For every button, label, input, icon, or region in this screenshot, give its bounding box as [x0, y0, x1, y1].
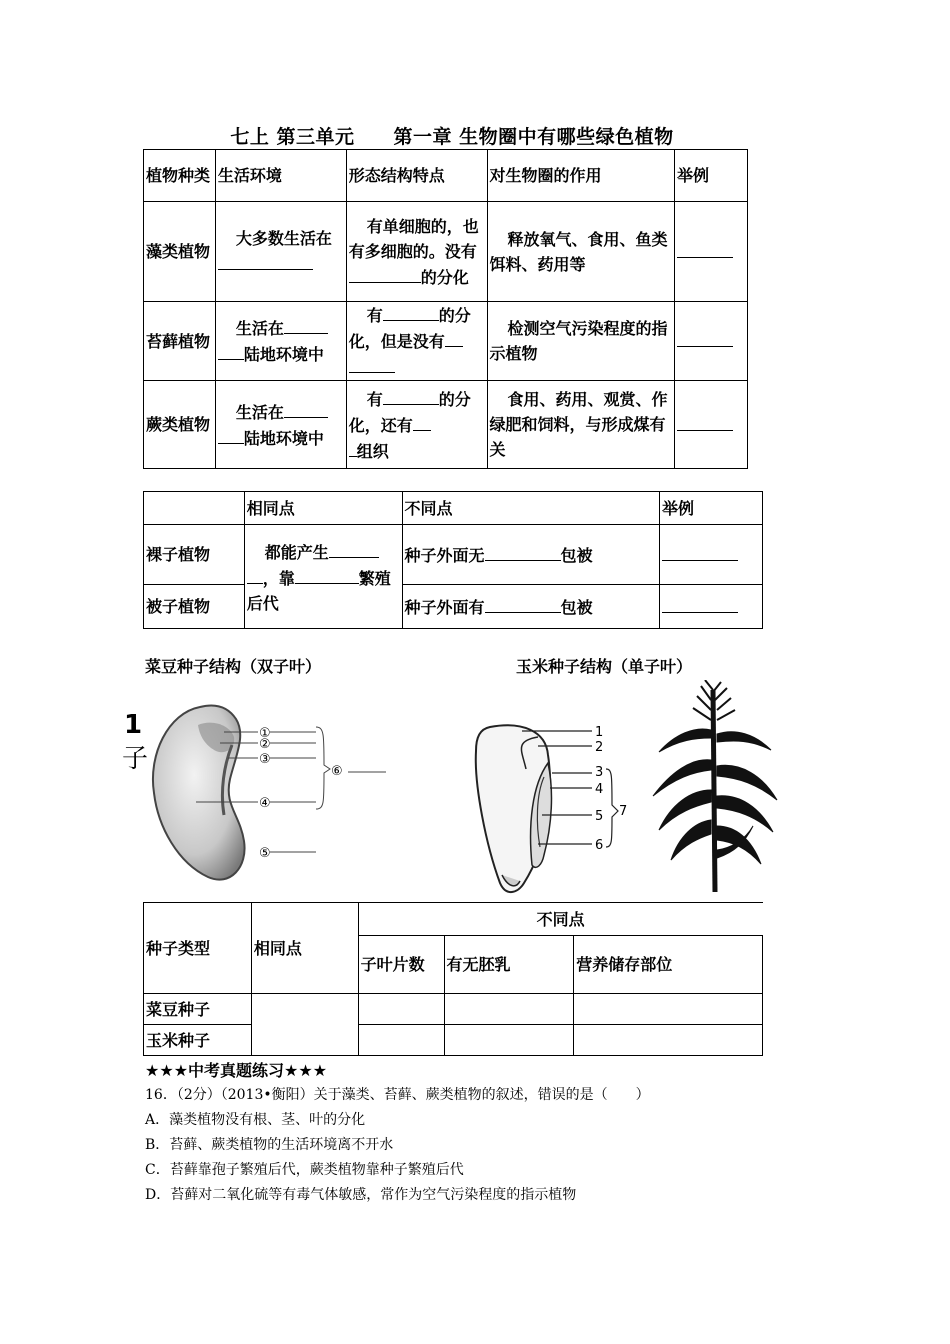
corn-caption: 玉米种子结构（单子叶） — [516, 657, 693, 676]
example-cell — [660, 585, 763, 629]
answer-cell[interactable] — [574, 1025, 763, 1056]
corn-part-label: 3 — [595, 765, 604, 780]
plant-kind: 藻类植物 — [144, 202, 216, 302]
seed-plants-table — [143, 491, 763, 629]
struct-text: 有 — [366, 306, 383, 325]
role-cell — [487, 381, 675, 469]
bean-part-label: ④ — [259, 796, 271, 811]
fill-blank[interactable] — [662, 594, 738, 613]
same-text: 都能产生 — [264, 543, 329, 562]
role-text: 检测空气污染程度的指示植物 — [489, 319, 668, 363]
fill-blank[interactable] — [349, 354, 395, 373]
header-cell: 有无胚乳 — [444, 936, 574, 994]
corn-part-label: 7 — [619, 804, 628, 819]
env-text: 生活在 — [235, 402, 284, 422]
role-text: 释放氧气、食用、鱼类饵料、药用等 — [489, 229, 668, 274]
fill-blank[interactable] — [485, 594, 561, 613]
corn-plant-illustration — [645, 680, 785, 895]
answer-cell[interactable] — [444, 1025, 574, 1056]
plant-kind: 蕨类植物 — [144, 381, 216, 469]
fill-blank[interactable] — [413, 412, 431, 431]
answer-cell[interactable] — [358, 994, 444, 1025]
struct-cell — [346, 302, 487, 381]
bean-part-label: ③ — [259, 752, 271, 767]
bean-part-label: ⑥ — [331, 764, 343, 779]
fill-blank[interactable] — [218, 341, 244, 360]
answer-cell[interactable] — [444, 994, 574, 1025]
header-cell: 举例 — [660, 492, 763, 525]
header-cell: 形态结构特点 — [346, 150, 487, 202]
seed-compare-table — [143, 902, 763, 1056]
bean-caption: 菜豆种子结构（双子叶） — [145, 657, 322, 676]
struct-text: 的分化，还有 — [348, 389, 471, 435]
example-cell — [660, 525, 763, 585]
header-cell: 不同点 — [402, 492, 660, 525]
stray-char: 子 — [122, 744, 149, 774]
example-cell — [675, 381, 748, 469]
fill-blank[interactable] — [349, 438, 357, 457]
option-c[interactable]: C．苔藓靠孢子繁殖后代，蕨类植物靠种子繁殖后代 — [145, 1162, 464, 1178]
header-cell: 生活环境 — [215, 150, 346, 202]
struct-text: 有 — [366, 389, 383, 409]
role-cell — [487, 302, 675, 381]
struct-text: 组织 — [356, 441, 389, 461]
option-b[interactable]: B．苔藓、蕨类植物的生活环境离不开水 — [145, 1137, 394, 1153]
corn-part-label: 4 — [595, 782, 604, 797]
env-text: 大多数生活在 — [235, 229, 332, 248]
header-cell: 举例 — [675, 150, 748, 202]
bean-part-label: ② — [259, 737, 271, 752]
struct-cell — [346, 202, 487, 302]
fill-blank[interactable] — [445, 328, 463, 347]
diff-text: 包被 — [560, 545, 593, 565]
same-cell — [244, 525, 402, 629]
diff-cell — [402, 525, 660, 585]
fill-blank[interactable] — [485, 542, 561, 561]
struct-text: 的分化 — [420, 267, 469, 287]
header-cell: 植物种类 — [144, 150, 216, 202]
struct-text: 有单细胞的，也有多细胞的。没有 — [348, 216, 479, 261]
header-cell: 种子类型 — [144, 903, 252, 994]
env-text: 生活在 — [235, 319, 284, 338]
practice-heading: ★★★中考真题练习★★★ — [145, 1061, 328, 1080]
bean-part-label: ⑤ — [259, 846, 271, 861]
header-cell: 不同点 — [358, 903, 762, 936]
corn-part-label: 2 — [595, 740, 604, 755]
plant-kind: 裸子植物 — [144, 525, 245, 585]
answer-cell[interactable] — [574, 994, 763, 1025]
corn-part-label: 5 — [595, 809, 604, 824]
fill-blank[interactable] — [218, 251, 313, 270]
fill-blank[interactable] — [349, 264, 421, 283]
env-cell — [215, 302, 346, 381]
fill-blank[interactable] — [677, 328, 733, 347]
fill-blank[interactable] — [284, 399, 328, 418]
seed-type: 菜豆种子 — [144, 994, 252, 1025]
corn-part-label: 6 — [595, 838, 604, 853]
answer-cell[interactable] — [358, 1025, 444, 1056]
stray-char: 1 — [124, 710, 143, 740]
struct-text: 的分化，但是没有 — [348, 306, 471, 351]
same-text: 繁殖后代 — [246, 569, 391, 613]
option-a[interactable]: A．藻类植物没有根、茎、叶的分化 — [145, 1112, 366, 1128]
header-cell — [144, 492, 245, 525]
role-cell — [487, 202, 675, 302]
plant-types-table — [143, 149, 748, 469]
env-text: 陆地环境中 — [243, 345, 324, 364]
diff-text: 包被 — [560, 597, 593, 617]
fill-blank[interactable] — [295, 565, 359, 584]
fill-blank[interactable] — [329, 539, 379, 558]
fill-blank[interactable] — [662, 542, 738, 561]
env-text: 陆地环境中 — [243, 428, 324, 448]
header-cell: 对生物圈的作用 — [487, 150, 675, 202]
plant-kind: 苔藓植物 — [144, 302, 216, 381]
corn-part-label: 1 — [595, 725, 604, 740]
env-cell — [215, 202, 346, 302]
same-cell — [251, 994, 358, 1056]
question-text: 16．（2分）（2013•衡阳）关于藻类、苔藓、蕨类植物的叙述，错误的是（ ） — [145, 1087, 650, 1103]
role-text: 食用、药用、观赏、作绿肥和饲料，与形成煤有关 — [489, 390, 668, 459]
diff-text: 种子外面无 — [404, 545, 485, 565]
header-cell: 子叶片数 — [358, 936, 444, 994]
fill-blank[interactable] — [677, 239, 733, 258]
header-cell: 相同点 — [244, 492, 402, 525]
seed-type: 玉米种子 — [144, 1025, 252, 1056]
page-title: 七上 第三单元 第一章 生物圈中有哪些绿色植物 — [230, 126, 674, 148]
header-cell: 营养储存部位 — [574, 936, 763, 994]
same-text: ，靠 — [262, 569, 295, 588]
option-d[interactable]: D．苔藓对二氧化硫等有毒气体敏感，常作为空气污染程度的指示植物 — [145, 1187, 577, 1203]
plant-kind: 被子植物 — [144, 585, 245, 629]
fill-blank[interactable] — [677, 412, 733, 431]
diff-text: 种子外面有 — [404, 597, 485, 617]
env-cell — [215, 381, 346, 469]
example-cell — [675, 302, 748, 381]
fill-blank[interactable] — [247, 565, 263, 584]
fill-blank[interactable] — [383, 302, 439, 321]
header-cell: 相同点 — [251, 903, 358, 994]
example-cell — [675, 202, 748, 302]
bean-part-label: ① — [259, 726, 271, 741]
corn-seed-diagram — [462, 715, 642, 900]
bean-seed-diagram — [120, 695, 400, 890]
diff-cell — [402, 585, 660, 629]
fill-blank[interactable] — [284, 315, 328, 334]
fill-blank[interactable] — [383, 386, 439, 405]
struct-cell — [346, 381, 487, 469]
fill-blank[interactable] — [218, 425, 244, 444]
